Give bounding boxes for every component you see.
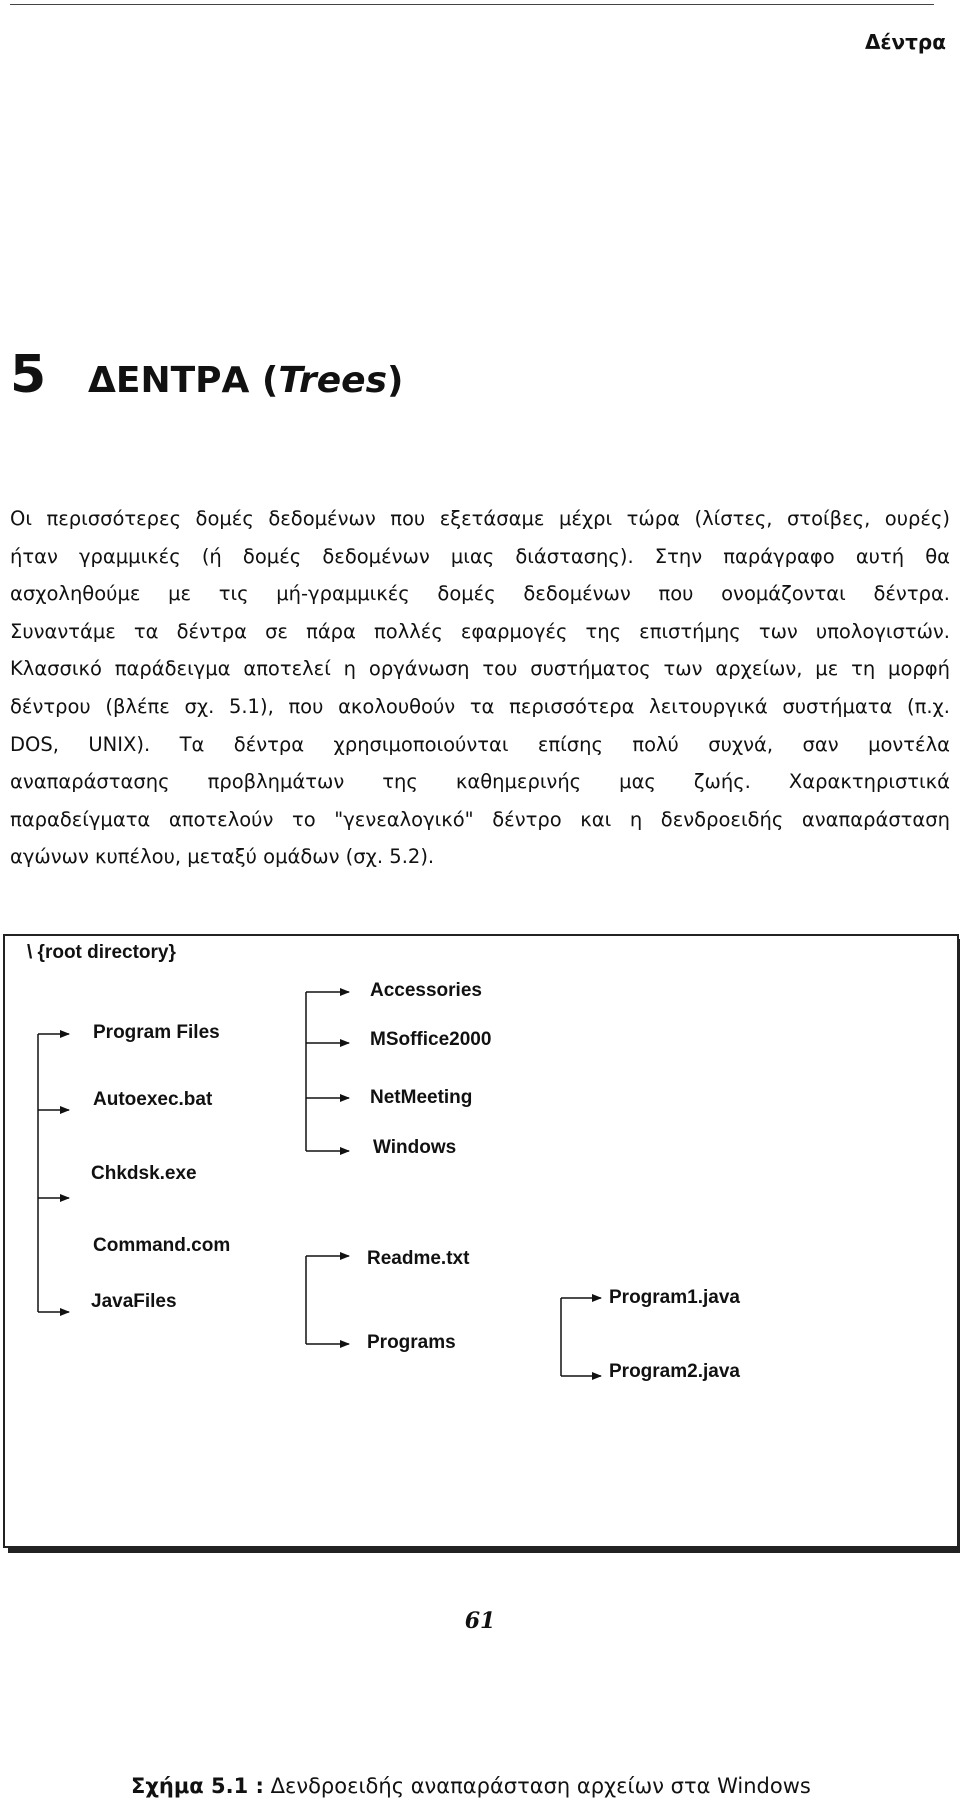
chapter-title-english: Trees (278, 360, 387, 401)
tree-node: Windows (373, 1137, 457, 1158)
header-rule (10, 4, 934, 5)
paragraph-line: Συναντάμε τα δέντρα σε πάρα πολλές εφαρμογές της επιστήμης των υπολογιστών. (10, 619, 950, 643)
paragraph-line: δέντρου (βλέπε σχ. 5.1), που ακολουθούν τα περισσότερα λειτουργικά συστήματα (π.χ. (10, 694, 950, 718)
tree-node: Command.com (93, 1235, 231, 1256)
tree-node: Autoexec.bat (93, 1089, 213, 1110)
page-number: 61 (464, 1608, 496, 1634)
body-paragraph (10, 500, 950, 876)
chapter-number: 5 (10, 345, 47, 405)
tree-node: Program1.java (609, 1287, 740, 1308)
running-header: Δέντρα (864, 30, 946, 54)
tree-node: NetMeeting (370, 1087, 473, 1108)
paragraph-line: ήταν γραμμικές (ή δομές δεδομένων μιας διάστασης). Στην παράγραφο αυτή θα (10, 544, 950, 568)
caption-text: Δενδροειδής αναπαράσταση αρχείων στα Windows (263, 1774, 811, 1798)
chapter-title: ΔΕΝΤΡΑ (Trees) (88, 360, 404, 401)
tree-node: Accessories (370, 980, 482, 1001)
paragraph-line: αγώνων κυπέλου, μεταξύ ομάδων (σχ. 5.2). (10, 845, 435, 869)
tree-node: MSoffice2000 (370, 1029, 492, 1050)
root-directory-label: \ {root directory} (27, 942, 176, 963)
tree-node: Program Files (93, 1022, 220, 1043)
figure-caption (131, 1774, 811, 1798)
tree-node: Program2.java (609, 1361, 740, 1382)
tree-node: Programs (367, 1332, 456, 1353)
tree-node: Chkdsk.exe (91, 1163, 197, 1184)
paragraph-line: DOS, UNIX). Τα δέντρα χρησιμοποιούνται επίσης πολύ συχνά, σαν μοντέλα (10, 732, 950, 756)
caption-label: Σχήμα 5.1 : (131, 1774, 264, 1798)
paragraph-line: Κλασσικό παράδειγμα αποτελεί η οργάνωση του συστήματος των αρχείων, με τη μορφή (10, 657, 950, 681)
tree-node: JavaFiles (91, 1291, 177, 1312)
paragraph-line: αναπαράστασης προβλημάτων της καθημερινής μας ζωής. Χαρακτηριστικά (10, 770, 950, 794)
paragraph-line: παραδείγματα αποτελούν το "γενεαλογικό" δέντρο και η δενδροειδής αναπαράσταση (10, 807, 950, 831)
paragraph-line: ασχοληθούμε με τις μή-γραμμικές δομές δεδομένων που ονομάζονται δέντρα. (10, 582, 950, 606)
tree-node: Readme.txt (367, 1248, 470, 1269)
paragraph-line: Οι περισσότερες δομές δεδομένων που εξετάσαμε μέχρι τώρα (λίστες, στοίβες, ουρές) (10, 507, 950, 530)
